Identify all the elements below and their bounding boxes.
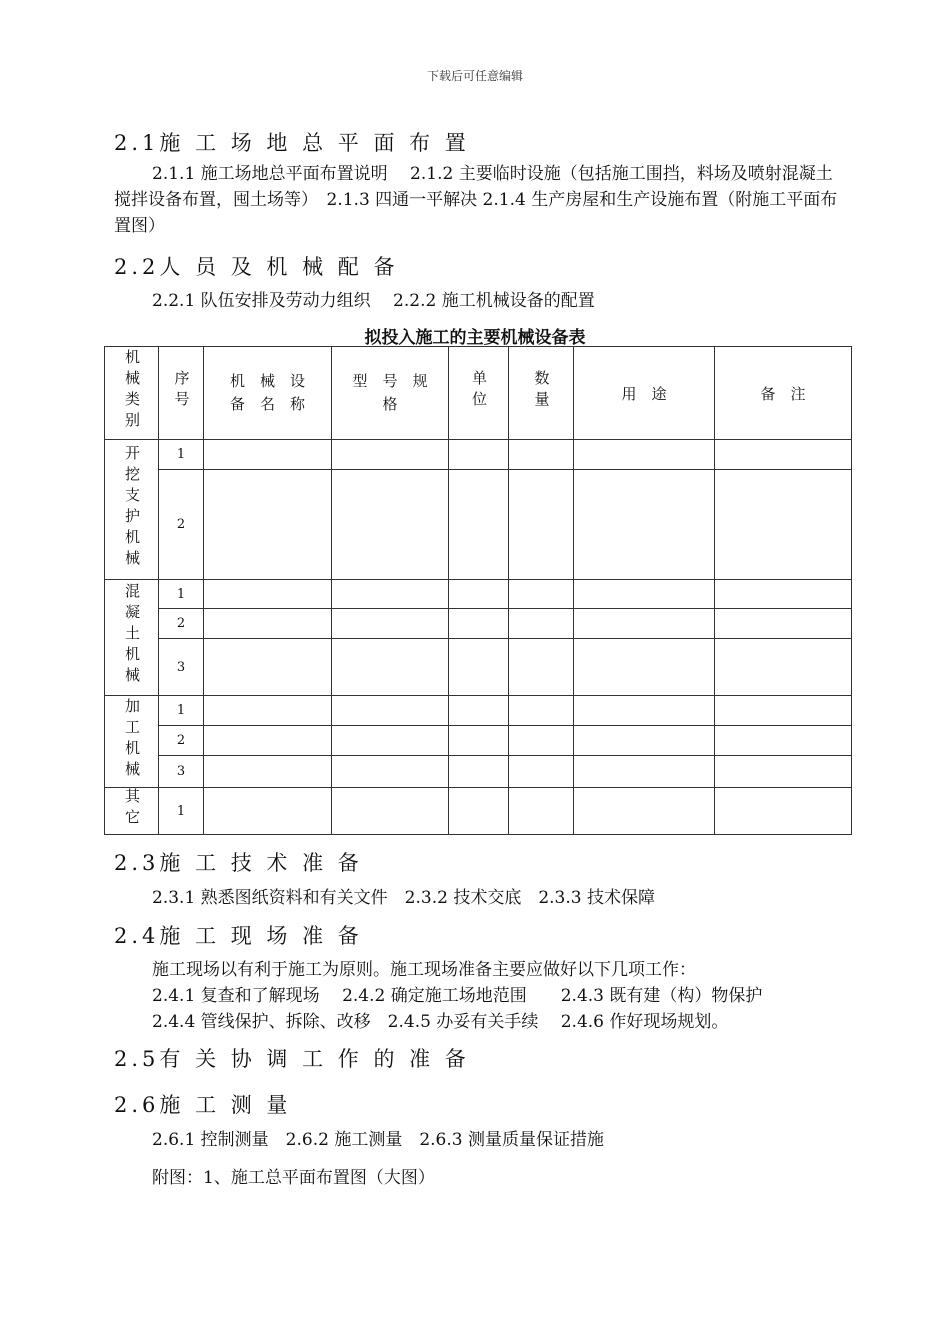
- seq-cell: 3: [159, 756, 204, 788]
- header-note: 下载后可任意编辑: [426, 69, 523, 83]
- table-row: [105, 696, 852, 726]
- category-cell: 开挖支护机械: [105, 440, 159, 580]
- table-row: [105, 440, 852, 470]
- header-name: 机 械 设 备 名 称: [204, 347, 332, 440]
- category-cell: 其它: [105, 788, 159, 835]
- table-header-row: [105, 347, 852, 440]
- seq-cell: 1: [159, 440, 204, 470]
- section-2-3-body: 2.3.1 熟悉图纸资料和有关文件 2.3.2 技术交底 2.3.3 技术保障: [152, 888, 655, 908]
- category-cell: 混凝土机械: [105, 580, 159, 696]
- category-cell: 加工机械: [105, 696, 159, 788]
- table-title: 拟投入施工的主要机械设备表: [364, 328, 586, 348]
- section-2-2-body: 2.2.1 队伍安排及劳动力组织 2.2.2 施工机械设备的配置: [152, 291, 595, 311]
- header-model: 型 号 规 格: [332, 347, 449, 440]
- section-2-4-line1: 2.4.1 复查和了解现场 2.4.2 确定施工场地范围 2.4.3 既有建（构）物保护: [152, 986, 763, 1006]
- table-row: [105, 609, 852, 639]
- section-2-3-title: 2.3施 工 技 术 准 备: [114, 851, 363, 875]
- header-remark: 备 注: [715, 347, 852, 440]
- seq-cell: 3: [159, 639, 204, 696]
- header-qty: 数量: [509, 347, 574, 440]
- table-row: [105, 580, 852, 609]
- seq-cell: 2: [159, 726, 204, 756]
- section-2-4-title: 2.4施 工 现 场 准 备: [114, 924, 363, 948]
- section-2-1-title: 2.1施 工 场 地 总 平 面 布 置: [114, 131, 470, 155]
- section-2-5-title: 2.5有 关 协 调 工 作 的 准 备: [114, 1047, 470, 1071]
- table-row: [105, 470, 852, 580]
- header-unit: 单位: [449, 347, 509, 440]
- section-2-6-title: 2.6施 工 测 量: [114, 1093, 292, 1117]
- table-row: [105, 726, 852, 756]
- seq-cell: 1: [159, 788, 204, 835]
- seq-cell: 2: [159, 609, 204, 639]
- section-2-1-body: 2.1.1 施工场地总平面布置说明 2.1.2 主要临时设施（包括施工围挡，料场及喷射混凝土搅拌设备布置，囤土场等） 2.1.3 四通一平解决 2.1.4 生产房屋和生产设施布置（附施工平面布置图）: [114, 164, 838, 236]
- header-usage: 用 途: [574, 347, 715, 440]
- appendix-note: 附图：1、施工总平面布置图（大图）: [152, 1168, 435, 1188]
- seq-cell: 1: [159, 580, 204, 609]
- seq-cell: 1: [159, 696, 204, 726]
- section-2-6-body: 2.6.1 控制测量 2.6.2 施工测量 2.6.3 测量质量保证措施: [152, 1130, 604, 1150]
- header-seq: 序号: [159, 347, 204, 440]
- header-category: 机械类别: [105, 347, 159, 440]
- section-2-2-title: 2.2人 员 及 机 械 配 备: [114, 255, 399, 279]
- equipment-table: [104, 346, 852, 835]
- seq-cell: 2: [159, 470, 204, 580]
- section-2-4-line2: 2.4.4 管线保护、拆除、改移 2.4.5 办妥有关手续 2.4.6 作好现场规划。: [152, 1012, 729, 1032]
- table-row: [105, 756, 852, 788]
- table-row: [105, 788, 852, 835]
- section-2-4-intro: 施工现场以有利于施工为原则。施工现场准备主要应做好以下几项工作：: [152, 960, 696, 980]
- table-row: [105, 639, 852, 696]
